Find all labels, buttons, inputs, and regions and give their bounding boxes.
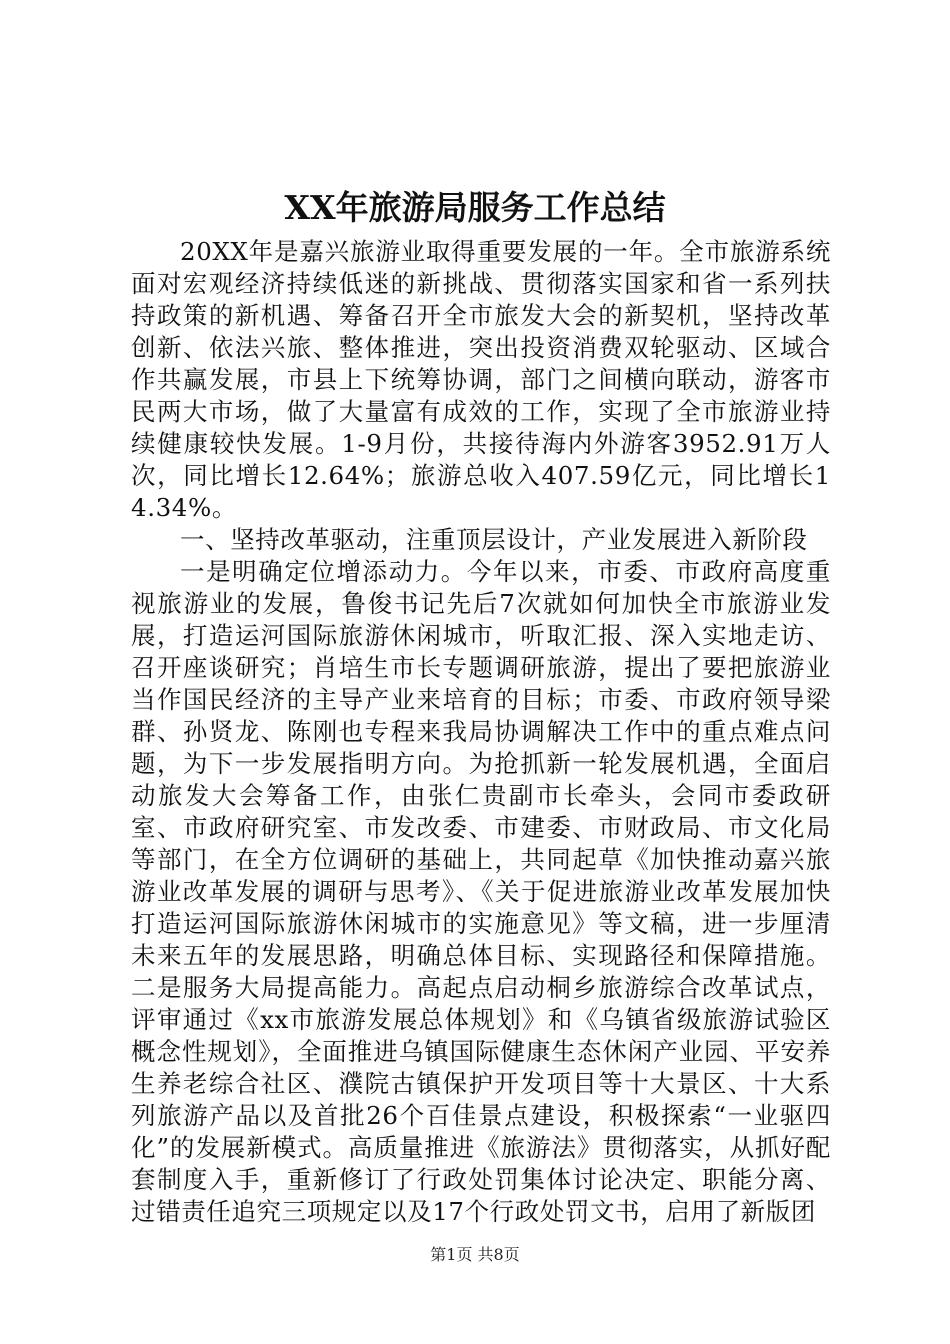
section-heading-1: 一、坚持改革驱动，注重顶层设计，产业发展进入新阶段 <box>180 525 808 554</box>
paragraph-section-1: 一是明确定位增添动力。今年以来，市委、市政府高度重视旅游业的发展，鲁俊书记先后7次就如何加快全市旅游业发展，打造运河国际旅游休闲城市，听取汇报、深入实地走访、召开座谈研究；肖培生市长专题调研旅游，提出了要把旅游业当作国民经济的主导产业来培育的目标；市委、市政府领导梁群、孙贤龙、陈刚也专程来我局协调解决工作中的重点难点问题，为下一步发展指明方向。为抢抓新一轮发展机遇，全面启动旅发大会筹备工作，由张仁贵副市长牵头，会同市委政研室、市政府研究室、市发改委、市建委、市财政局、市文化局等部门，在全方位调研的基础上，共同起草《加快推动嘉兴旅游业改革发展的调研与思考》、《关于促进旅游业改革发展加快打造运河国际旅游休闲城市的实施意见》等文稿，进一步厘清未来五年的发展思路，明确总体目标、实现路径和保障措施。二是服务大局提高能力。高起点启动桐乡旅游综合改革试点，评审通过《xx市旅游发展总体规划》和《乌镇省级旅游试验区概念性规划》，全面推进乌镇国际健康生态休闲产业园、平安养生养老综合社区、濮院古镇保护开发项目等十大景区、十大系列旅游产品以及首批26个百佳景点建设，积极探索“一业驱四化”的发展新模式。高质量推进《旅游法》贯彻落实，从抓好配套制度入手，重新修订了行政处罚集体讨论决定、职能分离、过错责任追究三项规定以及17个行政处罚文书，启用了新版团 <box>131 557 831 1226</box>
document-title: XX年旅游局服务工作总结 <box>284 188 666 227</box>
paragraph-intro: 20XX年是嘉兴旅游业取得重要发展的一年。全市旅游系统面对宏观经济持续低迷的新挑战、贯彻落实国家和省一系列扶持政策的新机遇、筹备召开全市旅发大会的新契机，坚持改革创新、依法兴旅、整体推进，突出投资消费双轮驱动、区域合作共赢发展，市县上下统筹协调，部门之间横向联动，游客市民两大市场，做了大量富有成效的工作，实现了全市旅游业持续健康较快发展。1-9月份，共接待海内外游客3952.91万人次，同比增长12.64%；旅游总收入407.59亿元，同比增长14.34%。 <box>131 237 831 522</box>
document-body <box>131 236 831 1228</box>
page-footer: 第1页 共8页 <box>430 1245 520 1264</box>
